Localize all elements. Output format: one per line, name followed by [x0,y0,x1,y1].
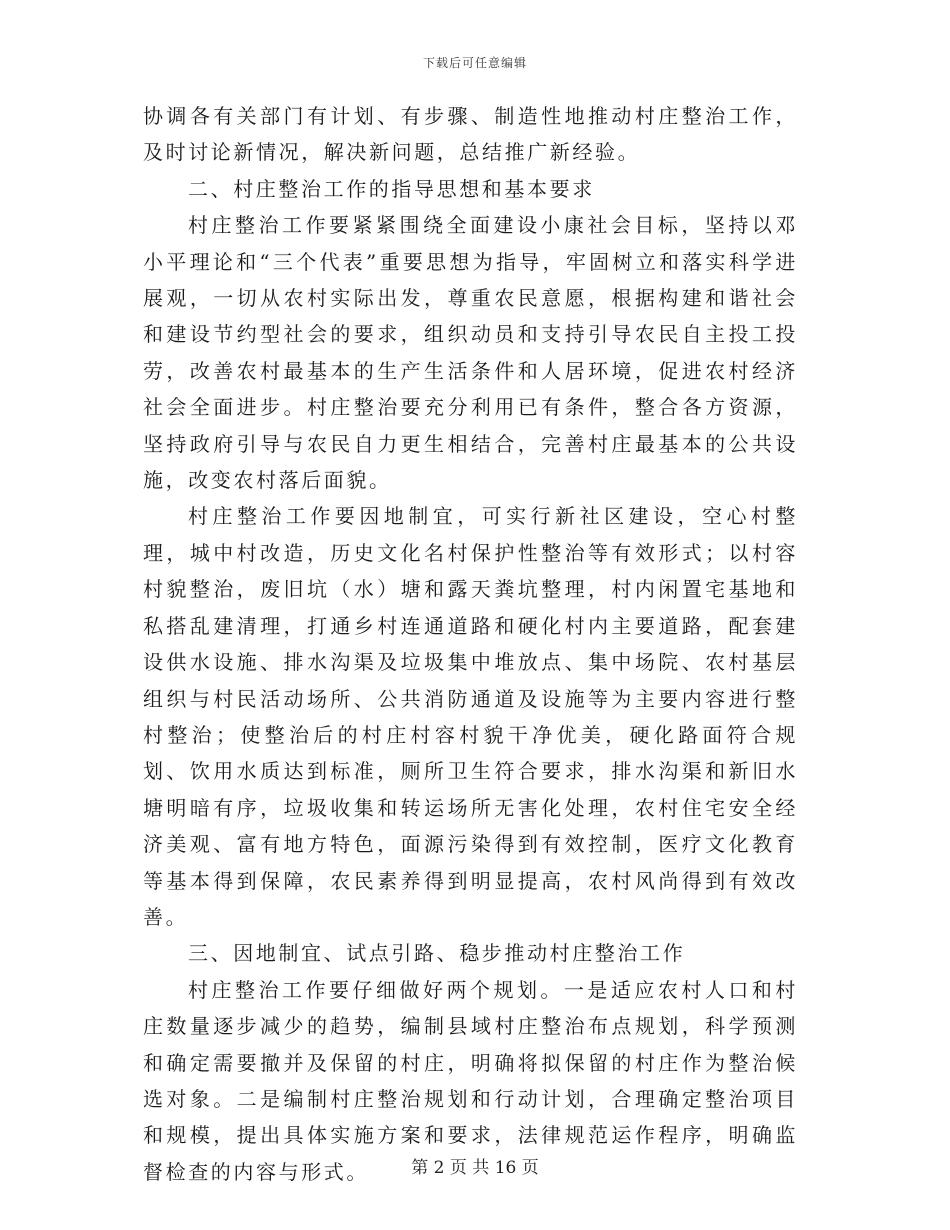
page-header-note: 下载后可任意编辑 [422,56,527,70]
paragraph-continuation: 协调各有关部门有计划、有步骤、制造性地推动村庄整治工作，及时讨论新情况，解决新问题，总结推广新经验。 [143,104,798,165]
paragraph-guiding-thought: 村庄整治工作要紧紧围绕全面建设小康社会目标，坚持以邓小平理论和“三个代表”重要思想为指导，牢固树立和落实科学进展观，一切从农村实际出发，尊重农民意愿，根据构建和谐社会和建设节约型社会的要求，组织动员和支持引导农民自主投工投劳，改善农村最基本的生产生活条件和人居环境，促进农村经济社会全面进步。村庄整治要充分利用已有条件，整合各方资源，坚持政府引导与农民自力更生相结合，完善村庄最基本的公共设施，改变农村落后面貌。 [143,213,798,493]
page-number-label: 第 2 页 共 16 页 [411,1158,539,1178]
page-number-footer [0,1153,950,1178]
document-body [143,98,798,1190]
paragraph-two-plans: 村庄整治工作要仔细做好两个规划。一是适应农村人口和村庄数量逐步减少的趋势，编制县域村庄整治布点规划，科学预测和确定需要撤并及保留的村庄，明确将拟保留的村庄作为整治候选对象。二是编制村庄整治规划和行动计划，合理确定整治项目和规模，提出具体实施方案和要求，法律规范运作程序，明确监督检查的内容与形式。 [143,977,798,1184]
section-heading-3: 三、因地制宜、试点引路、稳步推动村庄整治工作 [188,941,686,966]
paragraph-forms-of-renovation: 村庄整治工作要因地制宜，可实行新社区建设，空心村整理，城中村改造，历史文化名村保护性整治等有效形式；以村容村貌整治，废旧坑（水）塘和露天粪坑整理，村内闲置宅基地和私搭乱建清理，打通乡村连通道路和硬化村内主要道路，配套建设供水设施、排水沟渠及垃圾集中堆放点、集中场院、农村基层组织与村民活动场所、公共消防通道及设施等为主要内容进行整村整治；使整治后的村庄村容村貌干净优美，硬化路面符合规划、饮用水质达到标准，厕所卫生符合要求，排水沟渠和新旧水塘明暗有序，垃圾收集和转运场所无害化处理，农村住宅安全经济美观、富有地方特色，面源污染得到有效控制，医疗文化教育等基本得到保障，农民素养得到明显提高，农村风尚得到有效改善。 [143,504,798,929]
section-heading-2: 二、村庄整治工作的指导思想和基本要求 [188,176,595,201]
